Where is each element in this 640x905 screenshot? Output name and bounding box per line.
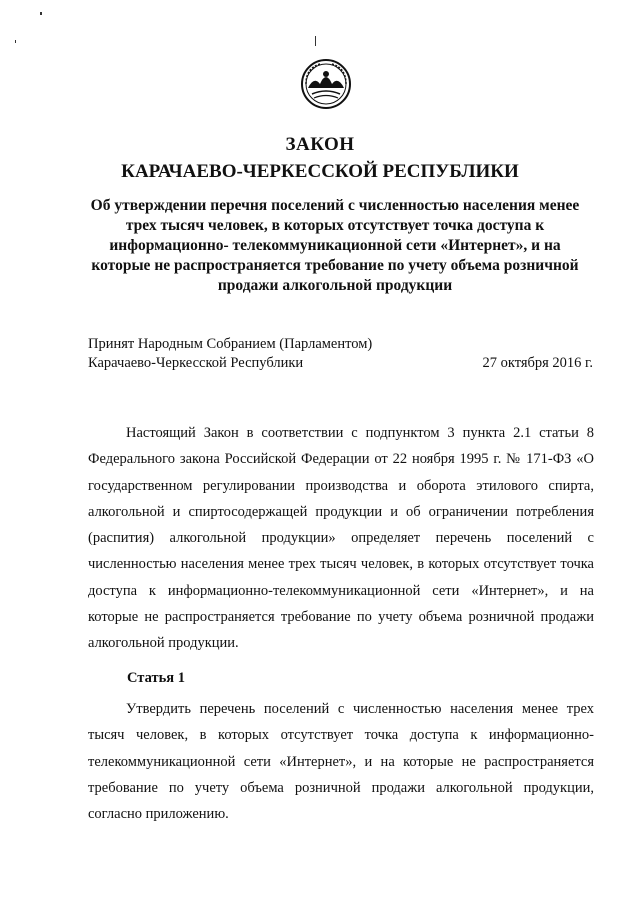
scan-artifact [15,40,16,43]
adoption-line-1: Принят Народным Собранием (Парламентом) [88,336,373,352]
adoption-line-2: Карачаево-Черкесской Республики [88,355,304,371]
preamble-paragraph: Настоящий Закон в соответствии с подпунктом 3 пункта 2.1 статьи 8 Федерального закона Российской Федерации от 22 ноября 1995 г. № 171-ФЗ «О государственном регулировании производства и оборота этилового спирта, алкогольной и спиртосодержащей продукции и об ограничении потребления (распития) алкогольной продукции» определяет перечень поселений с численностью населения менее трех тысяч человек, в которых отсутствует точка доступа к информационно-телекоммуникационной сети «Интернет», и на которые не распространяется требование по учету объема розничной продажи алкогольной продукции. [88,425,594,652]
document-title: ЗАКОН [285,134,355,155]
article-1-text: Утвердить перечень поселений с численностью населения менее трех тысяч человек, в которых отсутствует точка доступа к информационно-телекоммуникационной сети «Интернет», и на которые не распространяется требование по учету объема розничной продажи алкогольной продукции, согласно приложению. [88,701,594,823]
document-title-republic: КАРАЧАЕВО-ЧЕРКЕССКОЙ РЕСПУБЛИКИ [121,161,519,182]
adoption-date: 27 октября 2016 г. [482,355,593,371]
scan-artifact [315,36,316,46]
article-1-heading: Статья 1 [127,670,185,686]
document-subtitle: Об утверждении перечня поселений с численностью населения менее трех тысяч человек, в которых отсутствует точка доступа к информационно- телекоммуникационной сети «Интернет», и на которые не распространяется требование по учету объема розничной продажи алкогольной продукции [90,197,580,294]
scan-artifact [40,12,42,15]
adoption-block [88,335,593,373]
adoption-row [88,354,593,373]
coat-of-arms-icon [300,58,352,110]
